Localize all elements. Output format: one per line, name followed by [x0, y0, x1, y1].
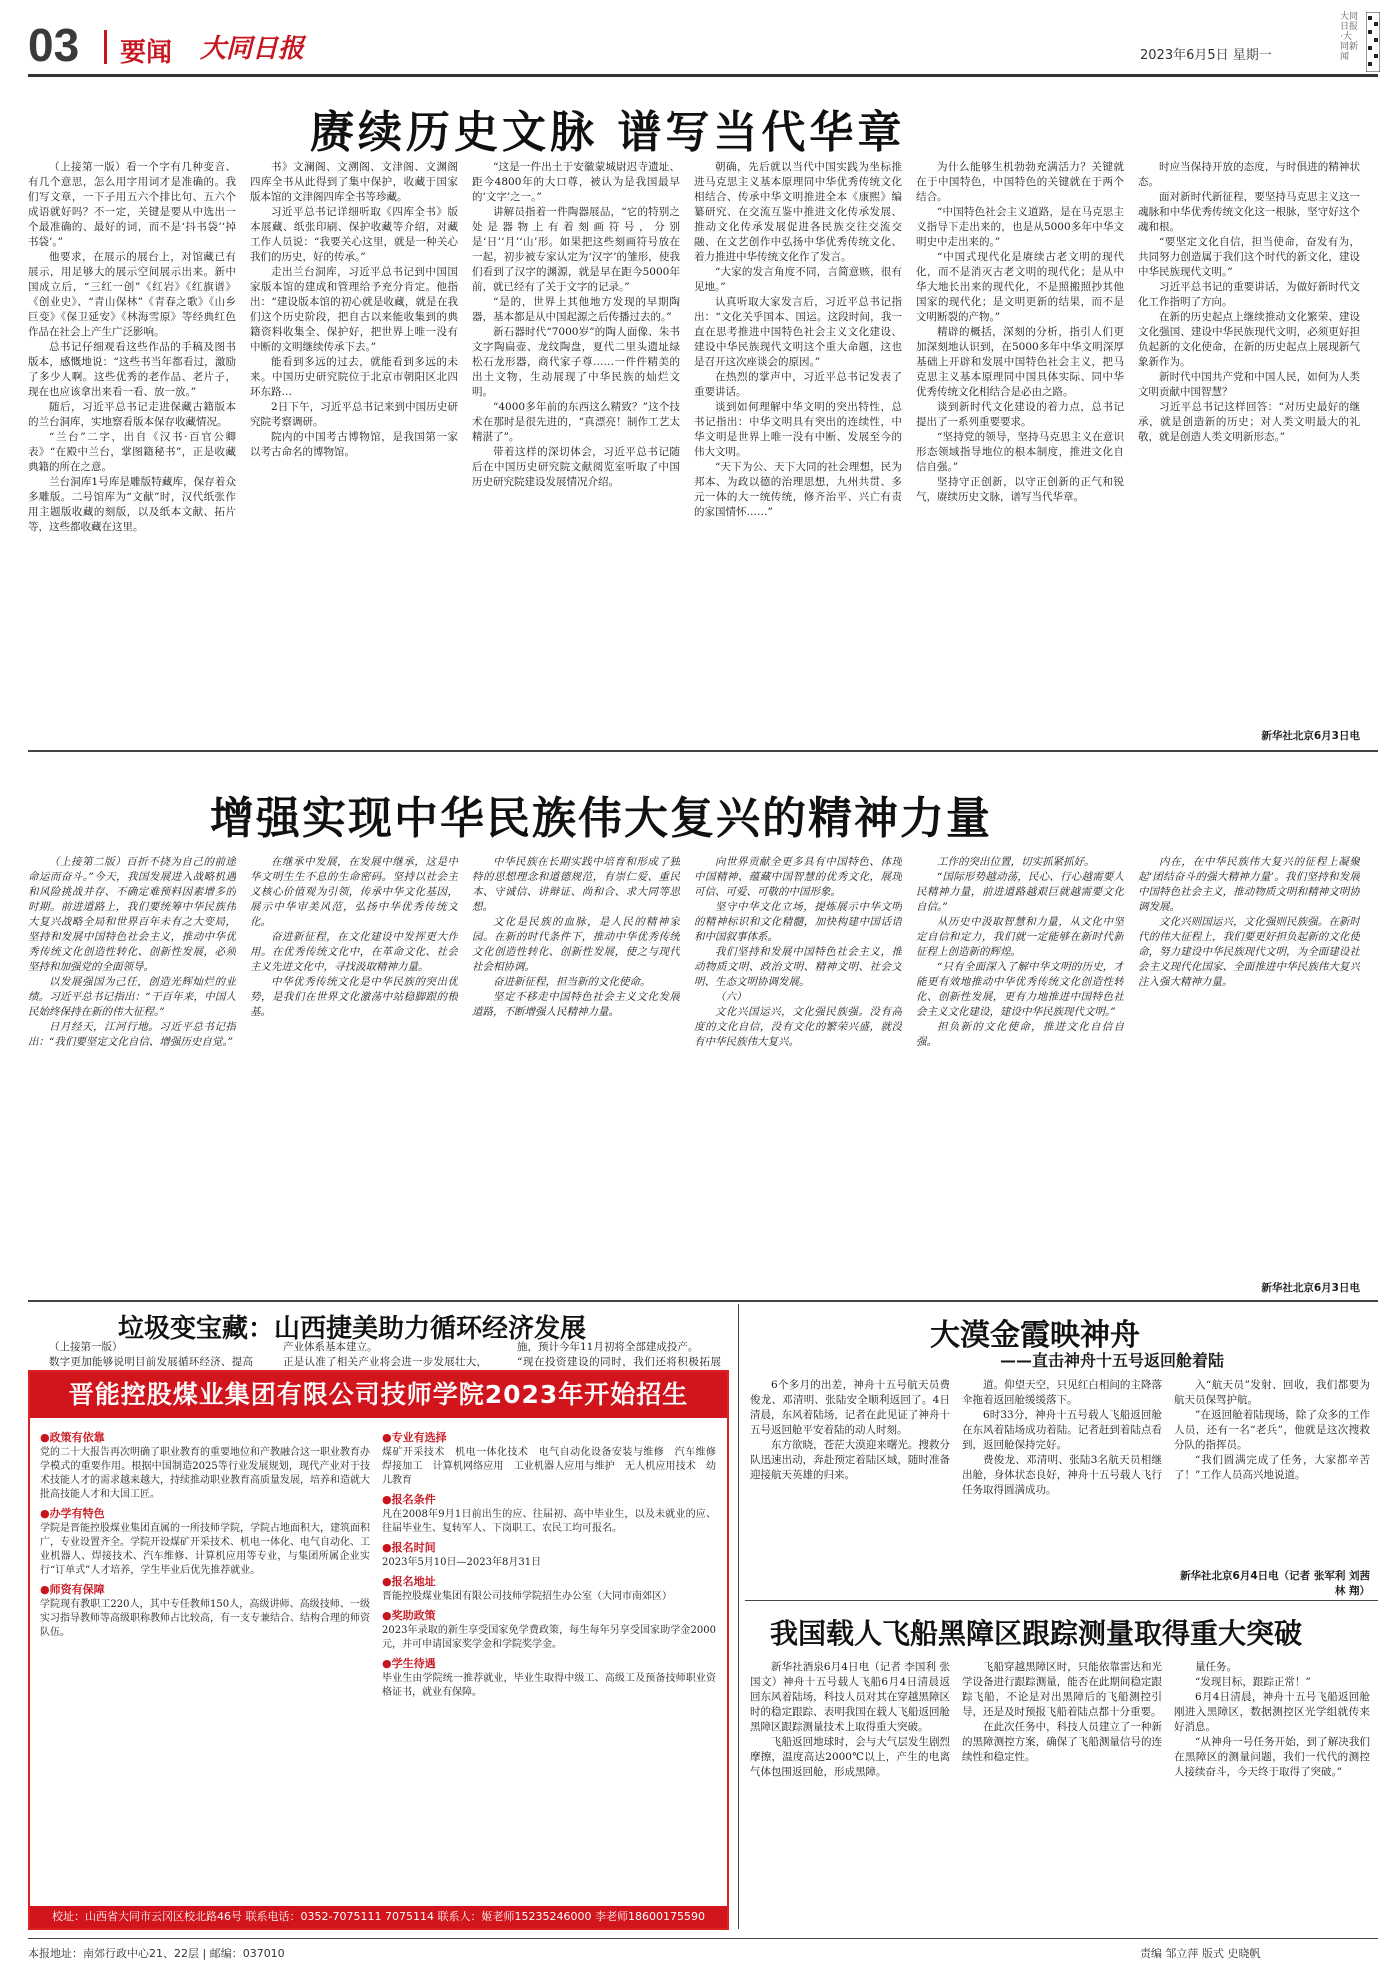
paragraph: “4000多年前的东西这么精致？”这个技术在那时是很先进的，“真漂亮！制作工艺太精湛了”。: [472, 401, 680, 443]
paragraph: 能看到多远的过去，就能看到多远的未来。中国历史研究院位于北京市朝阳区北四环东路…: [250, 356, 458, 398]
article5-column-2: [962, 1660, 1162, 1930]
paragraph: 书》文澜阁、文溯阁、文津阁、文渊阁四库全书从此得到了集中保护，收藏于国家版本馆的文津阁四库全书等珍藏。: [250, 161, 458, 203]
ad-contact-footer: 校址：山西省大同市云冈区校北路46号 联系电话：0352-7075111 7075114 联系人：姬老师15235246000 李老师18600175590: [30, 1906, 727, 1928]
paragraph: 从历史中汲取智慧和力量，从文化中坚定自信和定力，我们就一定能够在新时代新征程上创造新的辉煌。: [916, 916, 1124, 958]
article1-byline: 新华社北京6月3日电: [1261, 730, 1360, 742]
paragraph: 谈到如何理解中华文明的突出特性，总书记指出：中华文明具有突出的连续性，中华文明是世界上唯一没有中断、发展至今的伟大文明。: [694, 401, 902, 458]
paragraph: 工作的突出位置，切实抓紧抓好。: [937, 856, 1095, 868]
paragraph: 习近平总书记这样回答：“对历史最好的继承，就是创造新的历史；对人类文明最大的礼敬，就是创造人类文明新形态。”: [1138, 401, 1360, 443]
column-divider: [738, 1304, 739, 1929]
paragraph: “从神舟一号任务开始，到了解决我们在黑障区的测量问题，我们一代代的测控人接续奋斗，今天终于取得了突破。”: [1174, 1736, 1370, 1778]
paragraph: “天下为公、天下大同的社会理想，民为邦本、为政以德的治理思想，九州共贯、多元一体的大一统传统，修齐治平、兴亡有责的家国情怀……”: [694, 461, 902, 518]
paragraph: （上接第一版）看一个字有几种变音、有几个意思，怎么用字用词才是准确的。我们写文章，一下子用五六个排比句、五六个成语就好吗？不一定，关键是要从中选出一个最准确的、最好的词，而不是‘抖书袋’‘掉书袋’。”: [28, 161, 236, 248]
article1-column-4: [694, 160, 902, 740]
paragraph: 在继承中发展，在发展中继承，这是中华文明生生不息的生命密码。坚持以社会主义核心价值观为引领，传承中华文化基因，展示中华审美风范，弘扬中华优秀传统文化。: [250, 856, 458, 928]
paragraph: 面对新时代新征程，要坚持马克思主义这一魂脉和中华优秀传统文化这一根脉，坚守好这个魂和根。: [1138, 191, 1360, 233]
footer-editors: 责编 邹立萍 版式 史晓帆: [1140, 1947, 1261, 1960]
paragraph: 坚定不移走中国特色社会主义文化发展道路，不断增强人民精神力量。: [472, 991, 680, 1018]
paragraph: 时应当保持开放的态度，与时俱进的精神状态。: [1138, 161, 1360, 188]
paragraph: 文化兴国运兴，文化强民族强。没有高度的文化自信，没有文化的繁荣兴盛，就没有中华民族伟大复兴。: [694, 1006, 902, 1048]
ad-section-title: ●报名地址: [382, 1575, 436, 1588]
section-rule-1: [28, 750, 1378, 752]
paragraph: 习近平总书记详细听取《四库全书》版本展藏、纸张印刷、保护收藏等介绍，对藏工作人员说：“我要关心这里，就是一种关心我们的历史，好的传承。”: [250, 206, 458, 263]
footer-address: 本报地址：南郊行政中心21、22层 | 邮编：037010: [28, 1947, 285, 1960]
ad-section-title: ●学生待遇: [382, 1657, 436, 1670]
ad-section-text: 毕业生由学院统一推荐就业，毕业生取得中级工、高级工及预备技师职业资格证书，就业有保障。: [382, 1673, 716, 1698]
article4-column-3: [1174, 1378, 1370, 1568]
paragraph: 为什么能够生机勃勃充满活力？关键就在于中国特色，中国特色的关键就在于两个结合。: [916, 161, 1124, 203]
paragraph: 带着这样的深切体会，习近平总书记随后在中国历史研究院文献阅览室听取了中国历史研究院建设发展情况介绍。: [472, 446, 680, 488]
paragraph: “要坚定文化自信，担当使命，奋发有为，共同努力创造属于我们这个时代的新文化，建设中华民族现代文明。”: [1138, 236, 1360, 278]
paragraph: 谈到新时代文化建设的着力点，总书记提出了一系列重要要求。: [916, 401, 1124, 428]
ad-section-title: ●奖助政策: [382, 1609, 436, 1622]
paragraph: “坚持党的领导，坚持马克思主义在意识形态领域指导地位的根本制度，推进文化自信自强。”: [916, 431, 1124, 473]
article2-title: 增强实现中华民族伟大复兴的精神力量: [210, 793, 992, 844]
article5-title: 我国载人飞船黑障区跟踪测量取得重大突破: [770, 1617, 1303, 1650]
section-divider: [104, 30, 107, 64]
paragraph: 文化兴则国运兴，文化强则民族强。在新时代的伟大征程上，我们要更好担负起新的文化使命，努力建设中华民族现代文明，为全面建设社会主义现代化国家、全面推进中华民族伟大复兴注入强大精神力量。: [1138, 916, 1360, 988]
paragraph: ”在返回舱着陆现场，除了众多的工作人员，还有一名“老兵”，他就是这次搜救分队的指挥员。: [1174, 1409, 1370, 1451]
paragraph: 飞船穿越黑障区时，只能依靠雷达和光学设备进行跟踪测量，能否在此期间稳定跟踪飞船，不论是对出黑障后的飞船测控引导，还是及时预报飞船着陆点都十分重要。: [962, 1661, 1162, 1718]
paragraph: “是的，世界上其他地方发现的早期陶器，基本都是从中国起源之后传播过去的。”: [472, 296, 680, 323]
paragraph: 内在，在中华民族伟大复兴的征程上凝聚起‘团结奋斗的强大精神力量’。我们坚持和发展中国特色社会主义，推动物质文明和精神文明协调发展。: [1138, 856, 1360, 913]
article3-column-3: [496, 1340, 721, 1368]
article4-column-2: [962, 1378, 1162, 1596]
paragraph: “发现目标，跟踪正常！”: [1195, 1676, 1311, 1688]
paragraph: “现在投资建设的同时，我们还将积极拓展: [517, 1356, 721, 1368]
paragraph: 朝确，先后就以当代中国实践为坐标推进马克思主义基本原理同中华优秀传统文化相结合、传承中华文明推进全本《康熙》编纂研究、在交流互鉴中推进文化传承发展、推动文化传承发展促进各民族交往交流交融、在文艺创作中弘扬中华优秀传统文化、着力推进中华传统文化作了发言。: [694, 161, 902, 263]
ad-section-text: 2023年5月10日—2023年8月31日: [382, 1557, 542, 1568]
paragraph: 他要求，在展示的展台上，对馆藏已有展示，用足够大的展示空间展示出来。新中国成立后，“三红一创”《红岩》《红旗谱》《创业史》、“青山保林”《青春之歌》《山乡巨变》《保卫延安》《林海雪原》等经典红色作品在社会上产生广泛影响。: [28, 251, 236, 338]
paragraph: “这是一件出土于安徽蒙城尉迟寺遗址、距今4800年的大口尊，被认为是我国最早的‘文字’之一。”: [472, 161, 680, 203]
paragraph: 东方欲晓，苍茫大漠迎来曙光。搜救分队迅速出动，奔赴预定着陆区域，随时准备迎接航天英雄的归来。: [750, 1439, 950, 1481]
paragraph: 新石器时代“7000岁”的陶人面像、朱书文字陶扁壶、龙纹陶盘，夏代二里头遗址绿松石龙形器，商代家子尊……一件件精美的出土文物，生动展现了中华民族的灿烂文明。: [472, 326, 680, 398]
page-number: 03: [28, 19, 80, 71]
masthead-rule: [28, 74, 1378, 77]
article2-byline: 新华社北京6月3日电: [1261, 1282, 1360, 1294]
qr-label: 大同日报·大同新闻: [1340, 12, 1359, 62]
paragraph: 正是认准了相关产业将会进一步发展壮大，: [283, 1356, 487, 1368]
article2-column-5: [916, 855, 1124, 1293]
paragraph: “我们圆满完成了任务，大家都辛苦了！”工作人员高兴地说道。: [1174, 1454, 1370, 1481]
paragraph: “中国式现代化是赓续古老文明的现代化，而不是消灭古老文明的现代化；是从中华大地长出来的现代化，不是照搬照抄其他国家的现代化；是文明更新的结果，而不是文明断裂的产物。”: [916, 251, 1124, 323]
paragraph: 施，预计今年11月初将全部建成投产。: [517, 1341, 699, 1353]
paragraph: 费俊龙、邓清明、张陆3名航天员相继出舱，身体状态良好，神舟十五号载人飞行任务取得圆满成功。: [962, 1454, 1162, 1496]
ad-section-title: ●办学有特色: [40, 1507, 105, 1520]
paragraph: 兰台洞库1号库是雕版特藏库，保存着众多雕版。二号馆库为“文献”时，汉代纸张作用主题版收藏的刻版，以及纸本文献、拓片等，这些都收藏在这里。: [28, 476, 236, 533]
paragraph: 总书记仔细观看这些作品的手稿及图书版本，感慨地说：“这些书当年都看过，激励了多少人啊。这些优秀的老作品、老片子，现在也应该拿出来看一看、放一放。”: [28, 341, 236, 398]
article1-title: 赓续历史文脉 谱写当代华章: [310, 107, 906, 158]
paragraph: 随后，习近平总书记走进保藏古籍版本的兰台洞库，实地察看版本保存收藏情况。: [28, 401, 236, 428]
article2-column-4: [694, 855, 902, 1293]
article5-column-3: [1174, 1660, 1370, 1930]
paragraph: 在新的历史起点上继续推动文化繁荣、建设文化强国、建设中华民族现代文明，必须更好担负起新的文化使命，在新的历史起点上展现新气象新作为。: [1138, 311, 1360, 368]
paragraph: 走出兰台洞库，习近平总书记到中国国家版本馆的建成和管理给予充分肯定。他指出：“建设版本馆的初心就是收藏，就是在我们这个历史阶段，把自古以来能收集到的典籍资料收集全、保护好，把世界上唯一没有中断的文明继续传承下去。”: [250, 266, 458, 353]
paragraph: 中华优秀传统文化是中华民族的突出优势，是我们在世界文化激荡中站稳脚跟的根基。: [250, 976, 458, 1018]
paragraph: （上接第二版）百折不挠为自己的前途命运而奋斗。”今天，我国发展进入战略机遇和风险挑战并存、不确定难预料因素增多的时期。前进道路上，我们要统筹中华民族伟大复兴战略全局和世界百年未有之大变局，坚持和发展中国特色社会主义，推动中华优秀传统文化创造性转化、创新性发展，必须坚持和加强党的全面领导。: [28, 856, 236, 973]
ad-section-title: ●师资有保障: [40, 1583, 105, 1596]
newspaper-logo: 大同日报: [200, 34, 305, 64]
paragraph: 量任务。: [1195, 1661, 1237, 1673]
article1-column-1: [28, 160, 236, 740]
paragraph: 奋进新征程，担当新的文化使命。: [493, 976, 651, 988]
qr-code-icon: [1340, 12, 1380, 74]
ad-section-text: 凡在2008年9月1日前出生的应、往届初、高中毕业生，以及未就业的应、往届毕业生、复转军人、下岗职工、农民工均可报名。: [382, 1509, 716, 1534]
paragraph: 以发展强国为己任，创造光辉灿烂的业绩。习近平总书记指出：“干百年来，中国人民始终保持在新的伟大征程。”: [28, 976, 236, 1018]
paragraph: “兰台”二字，出自《汉书·百官公卿表》“在殿中兰台，掌图籍秘书”，正是收藏典籍的所在之意。: [28, 431, 236, 473]
article2-column-1: [28, 855, 236, 1293]
article2-column-6: [1138, 855, 1360, 1275]
paragraph: 我们坚持和发展中国特色社会主义，推动物质文明、政治文明、精神文明、社会文明、生态文明协调发展。: [694, 946, 902, 988]
article1-column-5: [916, 160, 1124, 740]
issue-date: 2023年6月5日 星期一: [1140, 48, 1272, 63]
paragraph: 文化是民族的血脉，是人民的精神家园。在新的时代条件下，推动中华优秀传统文化创造性转化、创新性发展，使之与现代社会相协调。: [472, 916, 680, 973]
paragraph: 6个多月的出差，神舟十五号航天员费俊龙、邓清明、张陆安全顺利返回了。4日清晨，东风着陆场，记者在此见证了神舟十五号返回舱平安着陆的动人时刻。: [750, 1379, 950, 1436]
paragraph: 日月经天，江河行地。习近平总书记指出：“我们要坚定文化自信、增强历史自觉。”: [28, 1021, 236, 1048]
article4-byline: 新华社北京6月4日电（记者 张军利 刘茜 林 翔）: [1180, 1570, 1370, 1597]
ad-section-text: 学院现有教职工220人，其中专任教师150人，高级讲师、高级技师、一级实习指导教师等高级职称教师占比较高，有一支专兼结合、结构合理的师资队伍。: [40, 1599, 370, 1638]
paragraph: 在此次任务中，科技人员建立了一种新的黑障测控方案，确保了飞船测量信号的连续性和稳定性。: [962, 1721, 1162, 1763]
paragraph: 认真听取大家发言后，习近平总书记指出：“文化关乎国本、国运。这段时间，我一直在思考推进中国特色社会主义文化建设、建设中华民族现代文明这个重大命题，这也是召开这次座谈会的原因。”: [694, 296, 902, 368]
paragraph: 坚守中华文化立场，提炼展示中华文明的精神标识和文化精髓，加快构建中国话语和中国叙事体系。: [694, 901, 902, 943]
paragraph: 坚持守正创新，以守正创新的正气和锐气，赓续历史文脉，谱写当代华章。: [916, 476, 1124, 503]
ad-section-title: ●报名时间: [382, 1541, 436, 1554]
ad-section-title: ●报名条件: [382, 1493, 436, 1506]
paragraph: 向世界贡献全更多具有中国特色、体现中国精神、蕴藏中国智慧的优秀文化，展现可信、可爱、可敬的中国形象。: [694, 856, 902, 898]
paragraph: 道。仰望天空，只见红白相间的主降落伞拖着返回舱缓缓落下。: [962, 1379, 1162, 1406]
ad-section-text: 学院是晋能控股煤业集团直属的一所技师学院，学院占地面积大，建筑面积广，专业设置齐全。学院开设煤矿开采技术、机电一体化、电气自动化、工业机器人、焊接技术、汽车维修、计算机应用等专业，与集团所属企业实行“订单式”人才培养，学生毕业后优先推荐就业。: [40, 1523, 370, 1576]
paragraph: 新华社酒泉6月4日电（记者 李国利 张国文）神舟十五号载人飞船6月4日清晨返回东风着陆场，科技人员对其在穿越黑障区时的稳定跟踪、表明我国在载人飞船返回舱黑障区跟踪测量技术上取得重大突破。: [750, 1661, 950, 1733]
paragraph: 担负新的文化使命，推进文化自信自强。: [916, 1021, 1124, 1048]
article1-column-6: [1138, 160, 1360, 725]
paragraph: “中国特色社会主义道路，是在马克思主义指导下走出来的，也是从5000多年中华文明史中走出来的。”: [916, 206, 1124, 248]
footer-rule: [28, 1938, 1378, 1939]
section-name: 要闻: [120, 38, 173, 68]
paragraph: 在热烈的掌声中，习近平总书记发表了重要讲话。: [694, 371, 902, 398]
article3-title: 垃圾变宝藏：山西捷美助力循环经济发展: [118, 1314, 587, 1344]
article3-column-1: [28, 1340, 253, 1368]
paragraph: 奋进新征程，在文化建设中发挥更大作用。在优秀传统文化中，在革命文化、社会主义先进文化中，寻找汲取精神力量。: [250, 931, 458, 973]
paragraph: 6月4日清晨，神舟十五号飞船返回舱刚进入黑障区，数据测控区光学组就传来好消息。: [1174, 1691, 1370, 1733]
paragraph: 中华民族在长期实践中培育和形成了独特的思想理念和道德规范，有崇仁爱、重民本、守诚信、讲辩证、尚和合、求大同等思想。: [472, 856, 680, 913]
paragraph: 数字更加能够说明目前发展循环经济、提高: [49, 1356, 253, 1368]
paragraph: “大家的发言角度不同，言简意赅，很有见地。”: [694, 266, 902, 293]
school-admission-ad: [28, 1370, 729, 1930]
ad-section-text: 煤矿开采技术 机电一体化技术 电气自动化设备安装与维修 汽车维修 焊接加工 计算机网络应用 工业机器人应用与维护 无人机应用技术 幼儿教育: [382, 1447, 726, 1486]
paragraph: （上接第一版）: [49, 1341, 123, 1353]
paragraph: 入“航天员”发射、回收，我们都要为航天员保驾护航。: [1174, 1379, 1370, 1406]
paragraph: 新时代中国共产党和中国人民，如何为人类文明贡献中国智慧？: [1138, 371, 1360, 398]
ad-title: 晋能控股煤业集团有限公司技师学院2023年开始招生: [30, 1372, 727, 1418]
ad-section-title: ●政策有依靠: [40, 1431, 105, 1444]
paragraph: 飞船返回地球时，会与大气层发生剧烈摩擦，温度高达2000℃以上，产生的电离气体包围返回舱，形成黑障。: [750, 1736, 950, 1778]
section-rule-2: [28, 1300, 1378, 1302]
article3-column-2: [262, 1340, 487, 1368]
article2-column-2: [250, 855, 458, 1293]
paragraph: 6时33分，神舟十五号载人飞船返回舱在东风着陆场成功着陆。记者赶到着陆点看到，返回舱保持完好。: [962, 1409, 1162, 1451]
paragraph: 精辟的概括，深刻的分析，指引人们更加深刻地认识到，在5000多年中华文明深厚基础上开辟和发展中国特色社会主义，把马克思主义基本原理同中国具体实际、同中华优秀传统文化相结合是必由之路。: [916, 326, 1124, 398]
article1-column-3: [472, 160, 680, 740]
ad-section-text: 党的二十大报告再次明确了职业教育的重要地位和产教融合这一职业教育办学模式的重要作用。根据中国制造2025等行业发展规划，现代产业对于技术技能人才的需求越来越大，持续推动职业教育高质量发展，培养和造就大批高技能人才和大国工匠。: [40, 1447, 370, 1500]
article4-column-1: [750, 1378, 950, 1596]
paragraph: 院内的中国考古博物馆，是我国第一家以考古命名的博物馆。: [250, 431, 458, 458]
paragraph: 习近平总书记的重要讲话，为做好新时代文化工作指明了方向。: [1138, 281, 1360, 308]
section-rule-3: [745, 1600, 1378, 1601]
ad-section-title: ●专业有选择: [382, 1431, 447, 1444]
qr-pattern-icon: [1366, 12, 1380, 72]
ad-section-text: 2023年录取的新生享受国家免学费政策，每生每年另享受国家助学金2000元，并可申请国家奖学金和学院奖学金。: [382, 1625, 716, 1650]
paragraph: 2日下午，习近平总书记来到中国历史研究院考察调研。: [250, 401, 458, 428]
paragraph: “国际形势越动荡，民心、行心越需要人民精神力量，前进道路越艰巨就越需要文化自信。”: [916, 871, 1124, 913]
article1-column-2: [250, 160, 458, 740]
article5-column-1: [750, 1660, 950, 1930]
article4-subtitle: ——直击神舟十五号返回舱着陆: [1000, 1351, 1225, 1370]
paragraph: 讲解员指着一件陶器展品，“它的特别之处是器物上有着刻画符号，分别是‘日’‘月’‘山’形。如果把这些刻画符号放在一起，初步被专家认定为‘汉字’的雏形，使我们看到了汉字的渊源，就是早在距今5000年前，就已经有了关于文字的记录。”: [472, 206, 680, 293]
article4-title: 大漠金霞映神舟: [930, 1318, 1140, 1353]
paragraph: “只有全面深入了解中华文明的历史，才能更有效地推动中华优秀传统文化创造性转化、创新性发展，更有力地推进中国特色社会主义文化建设，建设中华民族现代文明。”: [916, 961, 1124, 1018]
article2-column-3: [472, 855, 680, 1293]
paragraph: （六）: [715, 991, 747, 1003]
ad-section-text: 晋能控股煤业集团有限公司技师学院招生办公室（大同市南郊区）: [382, 1591, 672, 1602]
paragraph: 产业体系基本建立。: [283, 1341, 378, 1353]
